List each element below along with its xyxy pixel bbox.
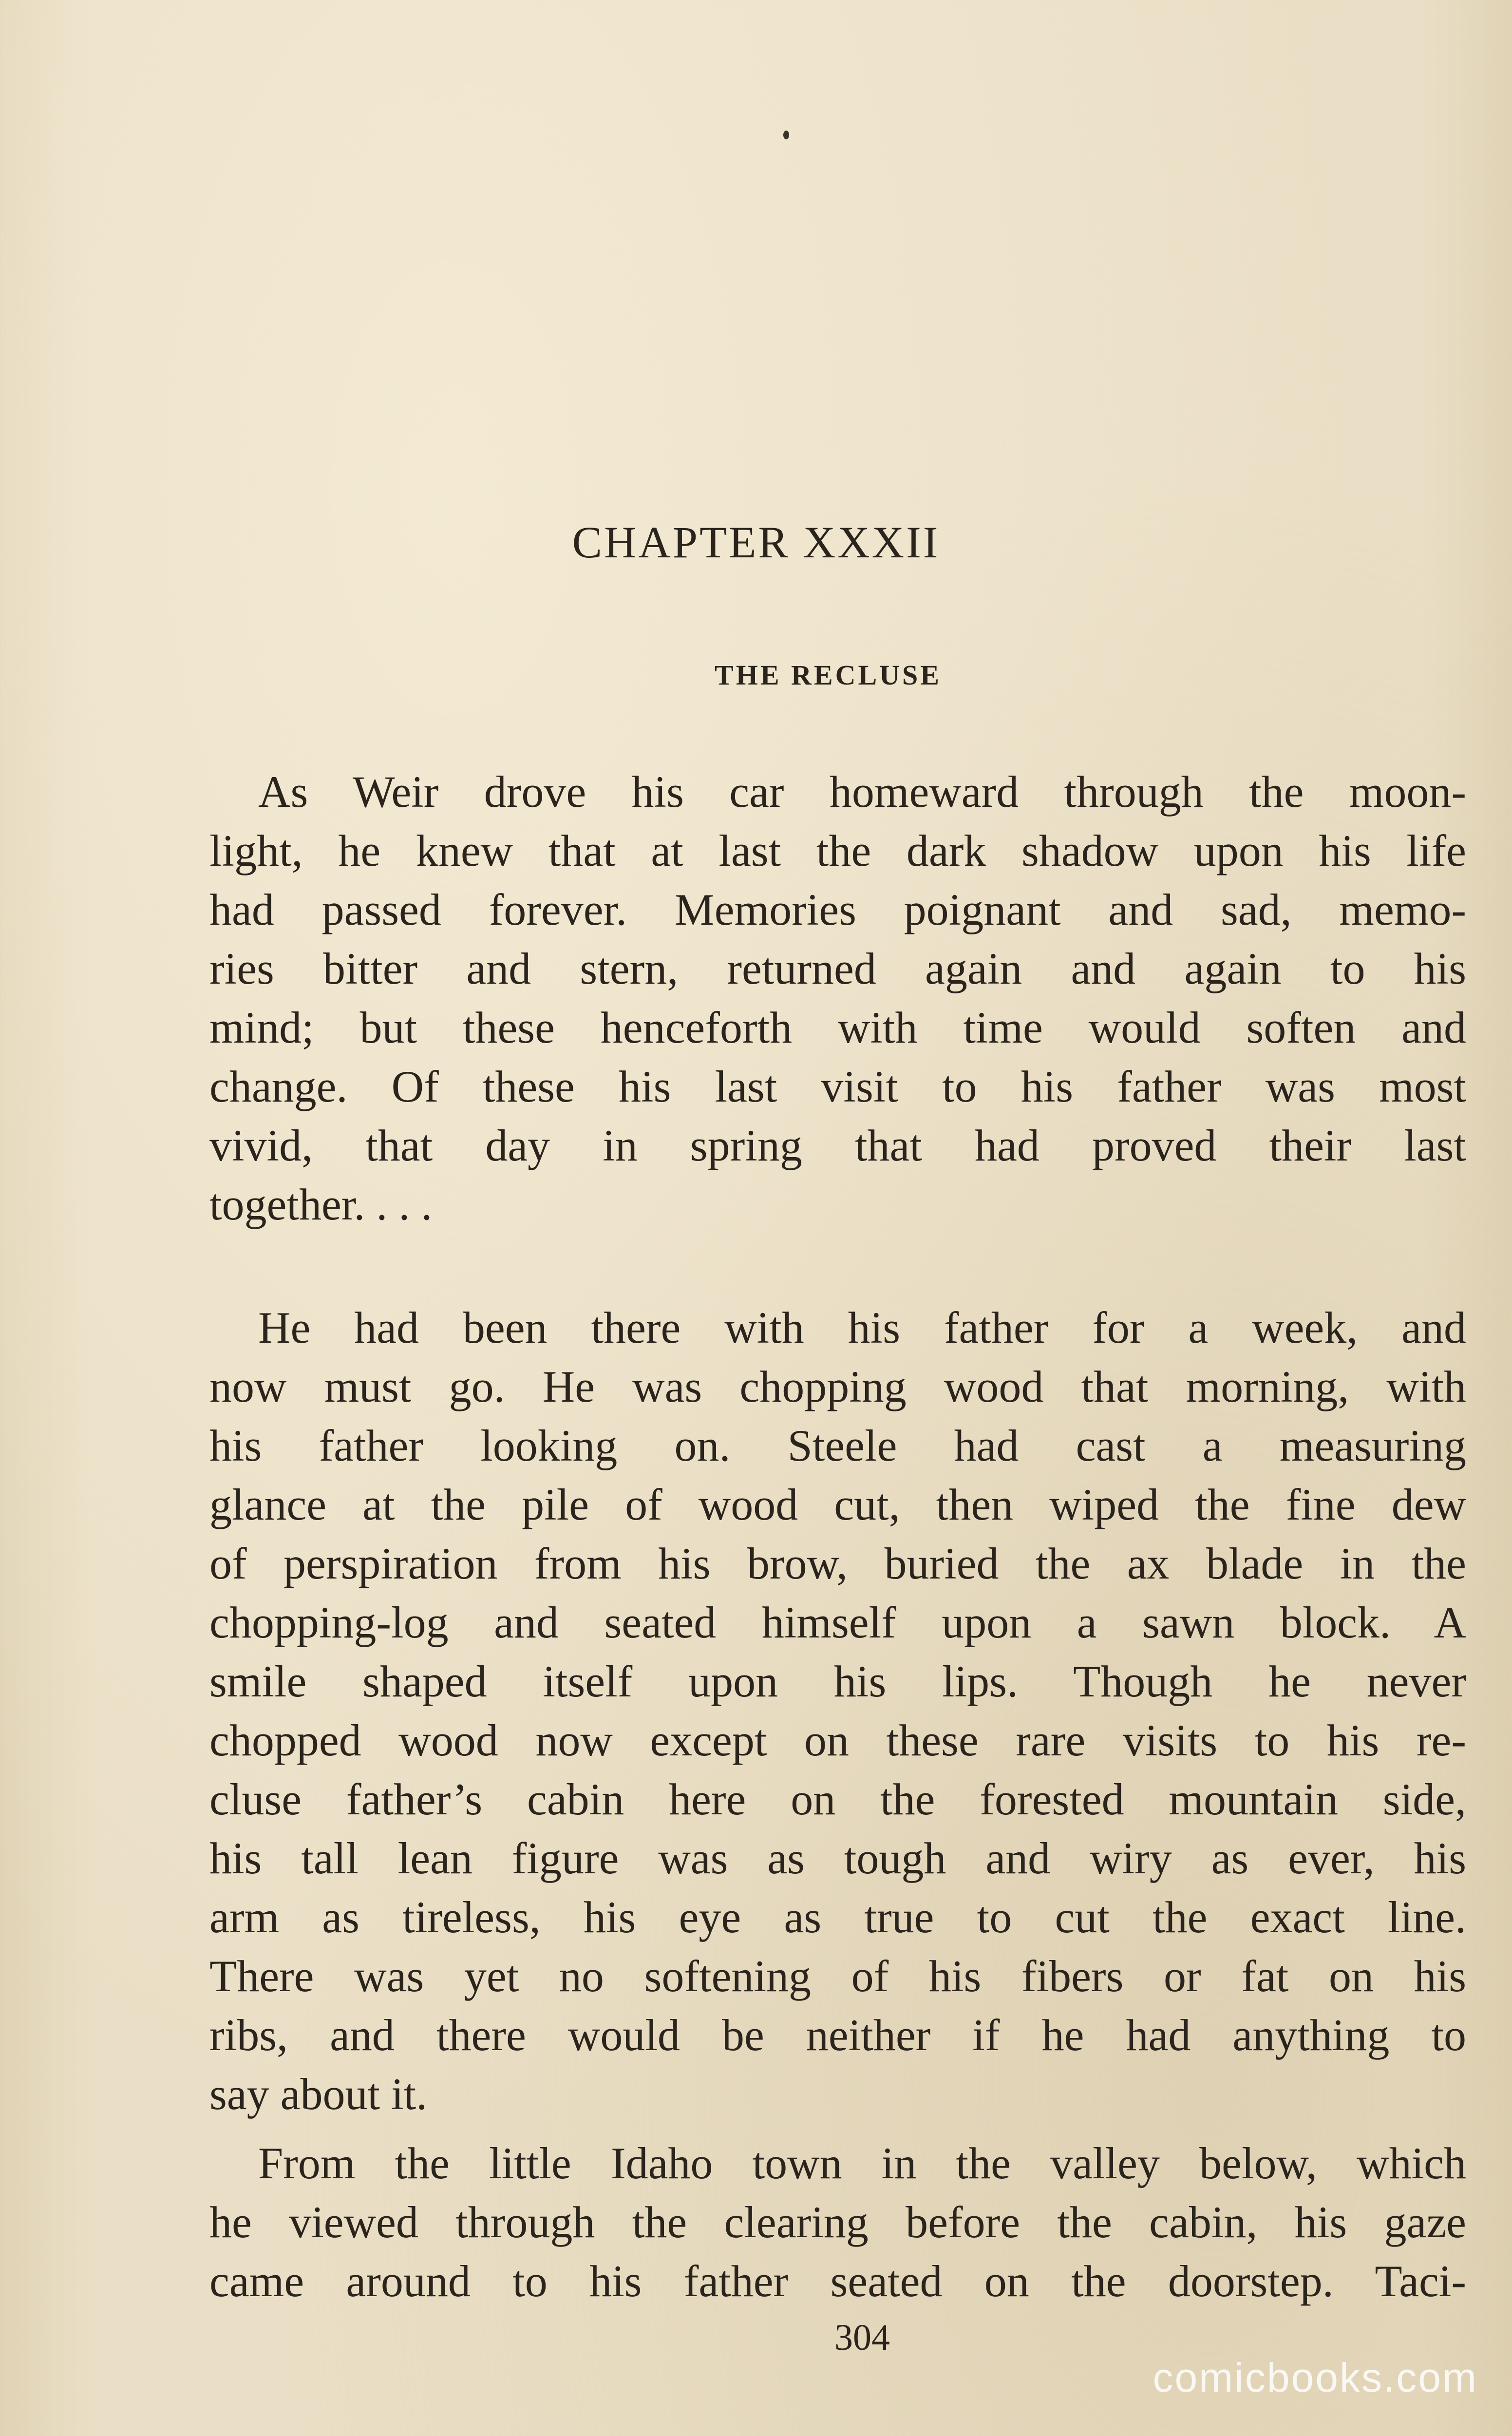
text-line: ribs, and there would be neither if he had anything to (209, 2010, 1466, 2060)
text-line: together. . . . (209, 1180, 433, 1229)
text-line: From the little Idaho town in the valley below, which (258, 2138, 1466, 2188)
text-line: light, he knew that at last the dark shadow upon his life (209, 826, 1466, 875)
text-line: smile shaped itself upon his lips. Though he never (209, 1656, 1466, 1706)
text-line: chopped wood now except on these rare visits to his re- (209, 1715, 1466, 1765)
paragraph-3 (209, 2134, 1466, 2311)
text-line: arm as tireless, his eye as true to cut the exact line. (209, 1892, 1466, 1942)
text-line: chopping-log and seated himself upon a sawn block. A (209, 1598, 1466, 1647)
text-line: As Weir drove his car homeward through the moon- (258, 767, 1466, 817)
watermark: comicbooks.com (1153, 2355, 1478, 2400)
text-line: vivid, that day in spring that had proved their last (209, 1121, 1466, 1170)
text-line: say about it. (209, 2069, 428, 2119)
text-line: There was yet no softening of his fibers or fat on his (209, 1951, 1466, 2001)
chapter-heading: CHAPTER XXXII (572, 517, 940, 567)
text-line: had passed forever. Memories poignant and sad, memo- (209, 885, 1466, 934)
text-line: ries bitter and stern, returned again and again to his (209, 944, 1466, 993)
text-line: glance at the pile of wood cut, then wiped the fine dew (209, 1480, 1466, 1529)
text-line: now must go. He was chopping wood that morning, with (209, 1362, 1466, 1411)
text-line: change. Of these his last visit to his father was most (209, 1062, 1466, 1111)
text-line: came around to his father seated on the doorstep. Taci- (209, 2256, 1466, 2306)
text-line: he viewed through the clearing before the cabin, his gaze (209, 2197, 1466, 2247)
text-line: cluse father’s cabin here on the forested mountain side, (209, 1774, 1466, 1824)
text-line: of perspiration from his brow, buried the ax blade in the (209, 1539, 1466, 1588)
paragraph-1 (209, 762, 1466, 1234)
paper-speck (783, 131, 789, 139)
text-line: He had been there with his father for a week, and (258, 1303, 1466, 1352)
text-line: mind; but these henceforth with time would soften and (209, 1003, 1466, 1052)
page-number: 304 (834, 2317, 890, 2358)
text-line: his father looking on. Steele had cast a measuring (209, 1421, 1466, 1470)
text-line: his tall lean figure was as tough and wiry as ever, his (209, 1833, 1466, 1883)
chapter-title: THE RECLUSE (715, 659, 942, 691)
paragraph-2 (209, 1298, 1466, 2124)
